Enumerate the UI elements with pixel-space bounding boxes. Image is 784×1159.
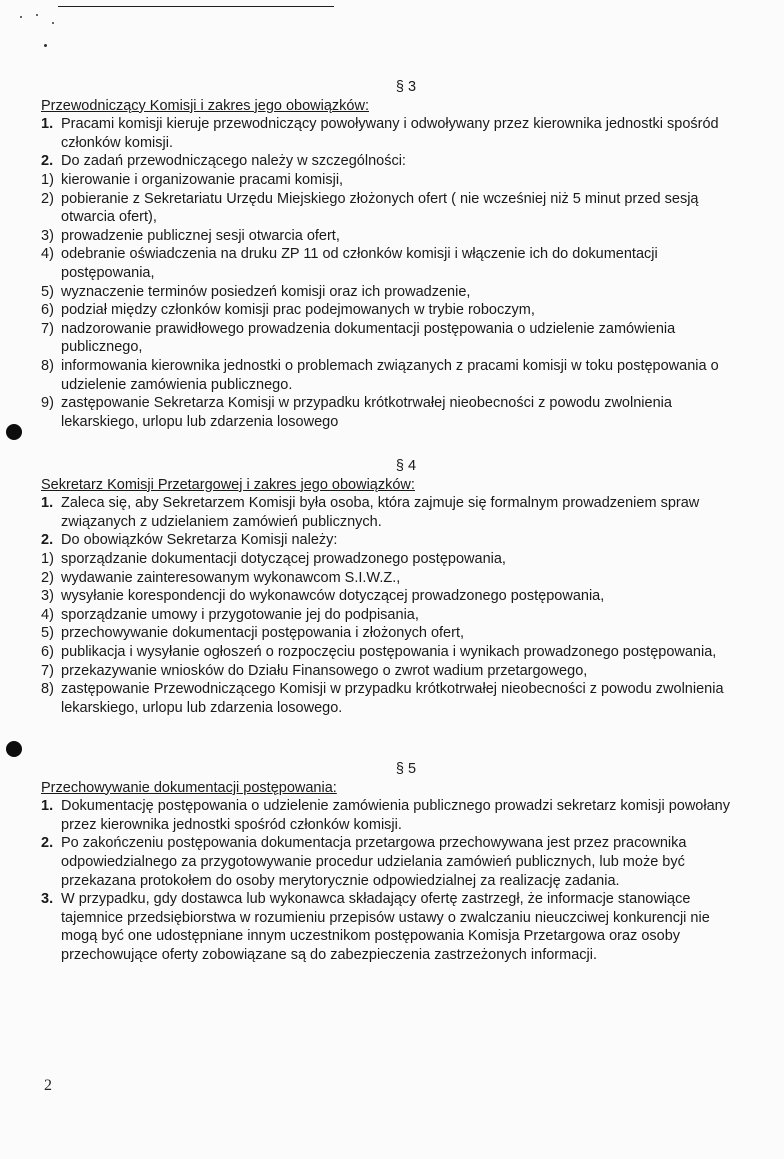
- list-item: [41, 797, 741, 834]
- item-text: odebranie oświadczenia na druku ZP 11 od członków komisji i włączenie ich do dokumentacji postępowania,: [61, 246, 658, 281]
- scan-speck: [44, 44, 47, 47]
- section-number: § 5: [395, 761, 417, 777]
- section-title: Przechowywanie dokumentacji postępowania:: [41, 779, 337, 796]
- item-text: informowania kierownika jednostki o problemach związanych z pracami komisji w toku postępowania o udzielenie zamówienia publicznego.: [61, 357, 719, 393]
- list-item: [41, 643, 741, 662]
- list-item: [41, 227, 741, 246]
- item-marker: 1.: [41, 798, 54, 815]
- page-number: 2: [44, 1077, 52, 1094]
- item-text: publikacja i wysyłanie ogłoszeń o rozpoczęciu postępowania i wynikach prowadzonego postępowania,: [61, 643, 717, 660]
- item-text: przechowywanie dokumentacji postępowania i złożonych ofert,: [61, 625, 464, 642]
- item-text: sporządzanie umowy i przygotowanie jej do podpisania,: [61, 606, 419, 623]
- item-marker: 5): [41, 625, 54, 642]
- punch-hole-lower: [6, 741, 22, 757]
- item-marker: 4): [41, 606, 54, 623]
- item-marker: 1.: [41, 116, 54, 133]
- list-item: [41, 152, 741, 171]
- item-marker: 3.: [41, 891, 54, 908]
- item-text: pobieranie z Sekretariatu Urzędu Miejskiego złożonych ofert ( nie wcześniej niż 5 minut przed sesją otwarcia ofert),: [61, 190, 699, 226]
- item-text: Dokumentację postępowania o udzielenie zamówienia publicznego prowadzi sekretarz komisji powołany przez kierownika jednostki spośród członków komisji.: [61, 798, 730, 833]
- list-item: [41, 662, 741, 681]
- item-marker: 6): [41, 643, 54, 660]
- item-text: wysyłanie korespondencji do wykonawców dotyczącej prowadzonego postępowania,: [61, 588, 605, 605]
- list-item: [41, 115, 741, 152]
- list-item: [41, 320, 741, 357]
- scan-speck: [52, 22, 54, 24]
- item-marker: 9): [41, 395, 54, 412]
- item-marker: 4): [41, 246, 54, 263]
- item-text: Zaleca się, aby Sekretarzem Komisji była osoba, która zajmuje się formalnym prowadzeniem spraw związanych z udzielaniem zamówień publicznych.: [61, 495, 700, 530]
- list-item: [41, 606, 741, 625]
- item-text: sporządzanie dokumentacji dotyczącej prowadzonego postępowania,: [61, 550, 506, 567]
- item-text: Do zadań przewodniczącego należy w szczególności:: [61, 153, 406, 170]
- section-3: [41, 78, 741, 431]
- item-marker: 2.: [41, 835, 54, 852]
- list-item: [41, 680, 741, 717]
- list-item: [41, 171, 741, 190]
- item-marker: 8): [41, 681, 54, 698]
- list-item: [41, 301, 741, 320]
- top-scan-line: [58, 6, 334, 7]
- item-text: zastępowanie Przewodniczącego Komisji w przypadku krótkotrwałej nieobecności z powodu zwolnienia lekarskiego, urlopu lub zdarzenia losowego.: [61, 681, 724, 716]
- item-marker: 1.: [41, 495, 54, 512]
- list-item: [41, 357, 741, 394]
- section-title: Sekretarz Komisji Przetargowej i zakres jego obowiązków:: [41, 476, 415, 493]
- item-marker: 3): [41, 588, 54, 605]
- item-text: zastępowanie Sekretarza Komisji w przypadku krótkotrwałej nieobecności z powodu zwolnienia lekarskiego, urlopu lub zdarzenia losowego: [61, 395, 672, 430]
- item-text: wyznaczenie terminów posiedzeń komisji oraz ich prowadzenie,: [61, 283, 471, 300]
- list-item: [41, 245, 741, 282]
- list-item: [41, 587, 741, 606]
- list-item: [41, 834, 741, 890]
- item-text: prowadzenie publicznej sesji otwarcia ofert,: [61, 227, 340, 244]
- item-marker: 5): [41, 283, 54, 300]
- item-marker: 2.: [41, 532, 54, 549]
- list-item: [41, 283, 741, 302]
- item-text: podział między członków komisji prac podejmowanych w trybie roboczym,: [61, 302, 535, 319]
- item-marker: 7): [41, 662, 54, 679]
- item-marker: 7): [41, 320, 54, 337]
- item-text: kierowanie i organizowanie pracami komisji,: [61, 171, 344, 188]
- item-marker: 2): [41, 190, 54, 207]
- list-item: [41, 494, 741, 531]
- item-text: Do obowiązków Sekretarza Komisji należy:: [61, 532, 338, 549]
- item-text: W przypadku, gdy dostawca lub wykonawca składający ofertę zastrzegł, że informacje stanowiące tajemnice przedsiębiorstwa w rozumieniu przepisów ustawy o zwalczaniu nieuczciwej konkurencji nie mogą być one udostępniane innym uczestnikom postępowania Komisja Przetargowa oraz osoby przechowujące oferty zobowiązane są do zabezpieczenia zastrzeżonych informacji.: [61, 891, 710, 963]
- list-item: [41, 569, 741, 588]
- list-item: [41, 531, 741, 550]
- item-text: nadzorowanie prawidłowego prowadzenia dokumentacji postępowania o udzielenie zamówienia publicznego,: [61, 320, 676, 356]
- scan-speck: [20, 16, 22, 18]
- item-marker: 1): [41, 171, 54, 188]
- list-item: [41, 624, 741, 643]
- section-4: [41, 457, 741, 717]
- section-number: § 3: [395, 79, 417, 95]
- item-text: wydawanie zainteresowanym wykonawcom S.I.W.Z.,: [61, 569, 401, 586]
- section-title: Przewodniczący Komisji i zakres jego obowiązków:: [41, 97, 369, 114]
- punch-hole-upper: [6, 424, 22, 440]
- list-item: [41, 190, 741, 227]
- item-text: Po zakończeniu postępowania dokumentacja przetargowa przechowywana jest przez pracownika odpowiedzialnego za przygotowywanie procedur udzielania zamówień publicznych, lub może być przekazana protokołem do osoby merytorycznie odpowiedzialnej za realizację zadania.: [61, 835, 687, 889]
- list-item: [41, 890, 741, 964]
- item-marker: 1): [41, 550, 54, 567]
- item-marker: 3): [41, 227, 54, 244]
- item-marker: 2): [41, 569, 54, 586]
- section-5: [41, 760, 741, 965]
- item-marker: 2.: [41, 153, 54, 170]
- item-marker: 6): [41, 302, 54, 319]
- item-text: przekazywanie wniosków do Działu Finansowego o zwrot wadium przetargowego,: [61, 662, 588, 679]
- list-item: [41, 394, 741, 431]
- section-number: § 4: [395, 458, 417, 474]
- item-text: Pracami komisji kieruje przewodniczący powoływany i odwoływany przez kierownika jednostki spośród członków komisji.: [61, 116, 719, 151]
- item-marker: 8): [41, 357, 54, 374]
- scan-speck: [36, 14, 38, 16]
- list-item: [41, 550, 741, 569]
